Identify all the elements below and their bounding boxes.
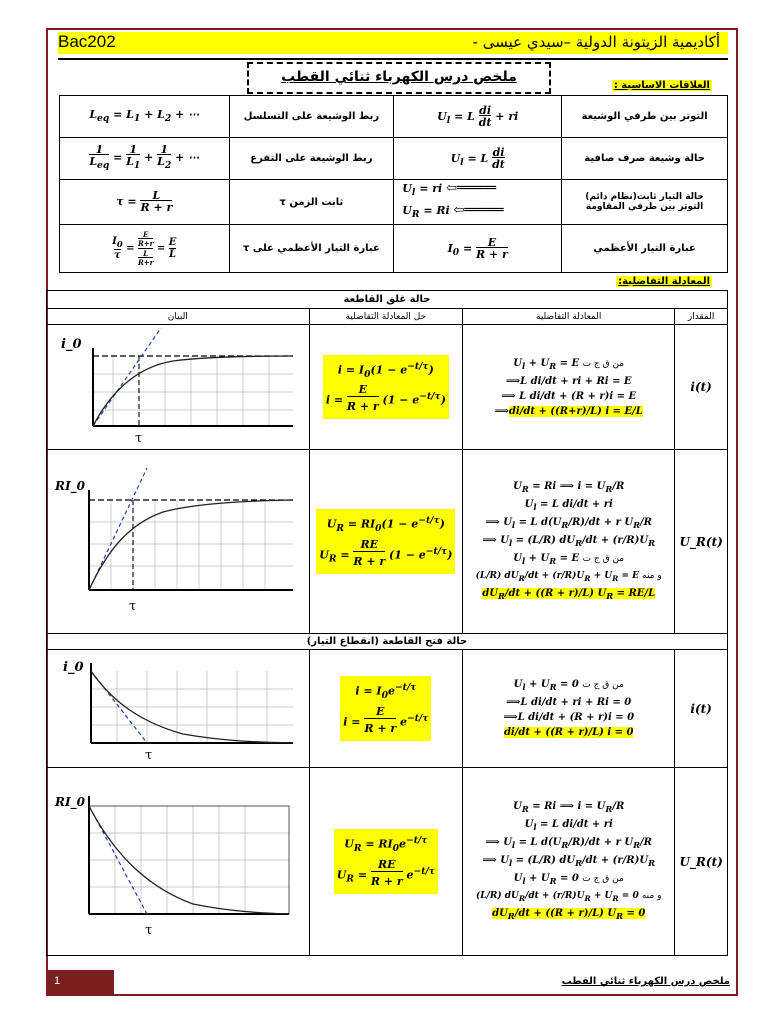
- footer: [46, 968, 738, 996]
- solution-line-2: i = E R + r $(1 - e^{-t/\tau})$: [326, 384, 446, 417]
- graph-voltage-decay: [53, 776, 303, 944]
- basic-label-left-3: عبارة التيار الأعظمي على τ: [229, 225, 394, 273]
- tau-label: τ: [128, 599, 136, 614]
- tau-label: τ: [144, 923, 152, 938]
- grid: [91, 671, 293, 743]
- quantity-cell: i(t): [675, 325, 728, 450]
- grid: [89, 500, 293, 590]
- basic-eq-right-1: $U_l = L$ di dt: [394, 138, 562, 180]
- basic-label-right-0: التوتر بين طرفي الوشيعة: [562, 96, 728, 138]
- eq-line-6: (L/R) $dU_R/dt + (r/R)U_R + U_R = E$ و منه: [475, 571, 662, 583]
- solution-highlight: [340, 676, 431, 741]
- differential-table: [46, 290, 728, 956]
- eq-line-7: $dU_R/dt + ((R + r)/L) U_R = 0$: [492, 907, 646, 921]
- basic-label-left-1: ربط الوشيعة على التفرع: [229, 138, 394, 180]
- grid: [93, 356, 293, 426]
- eq-line-4: ⟹di/dt + ((R+r)/L) i = E/L: [494, 405, 643, 417]
- quantity-cell: U_R(t): [675, 768, 728, 956]
- closing-case-title: حالة غلق القاطعة: [47, 291, 728, 309]
- eq-line-3: ⟹L di/dt + (R + r)i = 0: [503, 712, 635, 723]
- page-title: ملخص درس الكهرباء ثنائي القطب: [281, 69, 517, 85]
- title-box: [247, 62, 551, 94]
- eq-line-1: $U_l + U_R = 0$ من ق ج ت: [513, 679, 624, 692]
- rise-curve: [89, 500, 293, 590]
- tau-label: τ: [134, 430, 142, 446]
- eq-line-1: $U_R = Ri$ ⟹ $i = U_R/R$: [513, 481, 625, 495]
- section-differential: المعادلة التفاضلية:: [618, 276, 710, 287]
- basic-label-right-2: [562, 180, 728, 225]
- graph-cell: [47, 325, 310, 450]
- basic-label-left-2: ثابت الزمن τ: [229, 180, 394, 225]
- eq-line-2: $U_l = L$ di/dt + ri: [524, 819, 613, 833]
- eq-line-6: (L/R) $dU_R/dt + (r/R)U_R + U_R = 0$ و منه: [475, 891, 662, 903]
- eq-line-3: ⟹ L di/dt + (R + r)i = E: [501, 390, 637, 402]
- graph-voltage-rise: [53, 460, 303, 620]
- solution-line-2: $U_R$ = RE R + r $(1 - e^{-t/\tau})$: [319, 539, 452, 572]
- quantity-cell: i(t): [675, 650, 728, 768]
- resistor-voltage-label: التوتر بين طرفي المقاومة: [585, 202, 704, 213]
- graph-cell: [47, 768, 310, 956]
- eq-line-3: ⟹ $U_l = L$ $d(U_R/R)/dt + r$ $U_R/R$: [485, 517, 652, 531]
- eq-line-4: di/dt + ((R + r)/L) i = 0: [503, 727, 634, 738]
- eq-line-3: ⟹ $U_l = L$ $d(U_R/R)/dt + r$ $U_R/R$: [485, 837, 652, 851]
- basic-eq-left-2: τ = L R + r: [60, 180, 230, 225]
- footer-title: ملخص درس الكهرباء ثنائي القطب: [561, 976, 730, 987]
- header-solution: حل المعادلة التفاضلية: [309, 309, 463, 325]
- eq-line-5: $U_l + U_R = E$ من ق ج ت: [513, 553, 625, 567]
- header-institution: أكاديمية الزيتونة الدولية –سيدي عيسى -: [472, 33, 720, 51]
- graph-cell: [47, 650, 310, 768]
- equation-cell: [463, 325, 675, 450]
- eq-line-2: ⟹L di/dt + ri + Ri = 0: [506, 697, 632, 708]
- basic-eq-left-0: $L_{eq} = L_1 + L_2$ + ⋯: [60, 96, 230, 138]
- basic-eq-right-3: $I_0 = E$ R + r: [394, 225, 562, 273]
- basic-eq-right-0: $U_l = L$ di dt + ri: [394, 96, 562, 138]
- solution-cell: [309, 650, 463, 768]
- header-rule: [58, 58, 728, 60]
- header-graph: البيان: [47, 309, 310, 325]
- equation-cell: [463, 768, 675, 956]
- solution-highlight: [334, 829, 438, 894]
- basic-label-right-3: عبارة التيار الأعظمي: [562, 225, 728, 273]
- basic-label-right-1: حالة وشيعة صرف صافية: [562, 138, 728, 180]
- steady-state-label: حالة التيار ثابت(نظام دائم): [585, 192, 704, 203]
- header-equation: المعادلة التفاضلية: [463, 309, 675, 325]
- basic-eq-left-3: $I_0$ τ = E R+r L R+r = E L: [60, 225, 230, 273]
- graph-y-label: i_0: [60, 336, 82, 352]
- solution-line-1: $U_R = RI_0e^{-t/\tau}$: [344, 835, 428, 854]
- graph-y-label: RI_0: [54, 479, 85, 493]
- graph-current-decay: [53, 651, 303, 763]
- solution-cell: [309, 768, 463, 956]
- basic-label-left-0: ربط الوشيعة على التسلسل: [229, 96, 394, 138]
- page-number: 1: [48, 970, 114, 994]
- solution-highlight: [323, 355, 449, 420]
- header-code: Bac202: [58, 32, 116, 51]
- grid: [89, 806, 289, 914]
- eq-line-4: ⟹ $U_l = (L/R) dU_R/dt + (r/R)U_R$: [482, 855, 655, 869]
- eq-line-7: $dU_R/dt + ((R + r)/L) U_R = RE/L$: [482, 587, 656, 601]
- equation-cell: [463, 450, 675, 634]
- eq-line-2: $U_l = L$ di/dt + ri: [524, 499, 613, 513]
- section-basic-relations: العلاقات الاساسية :: [613, 80, 710, 91]
- equation-cell: [463, 650, 675, 768]
- header-bar: [58, 32, 728, 54]
- graph-y-label: RI_0: [54, 795, 85, 809]
- tau-label: τ: [144, 748, 152, 763]
- basic-eq-left-1: 1 $L_{eq} = 1$ $L_1 + 1$ $L_2$ + ⋯: [60, 138, 230, 180]
- solution-line-2: $U_R$ = RE R + r $e^{-t/\tau}$: [337, 859, 435, 892]
- solution-line-1: $i = I_0e^{-t/\tau}$: [355, 682, 417, 701]
- rise-curve: [93, 356, 293, 426]
- eq-line-5: $U_l + U_R = 0$ من ق ج ت: [513, 873, 624, 887]
- graph-cell: [47, 450, 310, 634]
- solution-cell: [309, 450, 463, 634]
- solution-cell: [309, 325, 463, 450]
- basic-eq-right-2: $U_l$ = ri ⇦═════ $U_R = Ri$ ⇦═════: [394, 180, 562, 225]
- opening-case-title: حالة فتح القاطعة (انقطاع التيار): [47, 634, 728, 650]
- eq-line-4: ⟹ $U_l = (L/R) dU_R/dt + (r/R)U_R$: [482, 535, 655, 549]
- solution-line-1: $i = I_0(1 - e^{-t/\tau})$: [337, 360, 434, 380]
- basic-relations-table: [59, 95, 728, 273]
- quantity-cell: U_R(t): [675, 450, 728, 634]
- eq-line-1: $U_R = Ri$ ⟹ $i = U_R/R$: [513, 801, 625, 815]
- eq-line-1: $U_l + U_R = E$ من ق ج ت: [513, 357, 625, 371]
- graph-y-label: i_0: [62, 660, 84, 675]
- solution-line-2: i = E R + r $e^{-t/\tau}$: [343, 706, 428, 739]
- header-quantity: المقدار: [675, 309, 728, 325]
- solution-highlight: [316, 509, 455, 574]
- tangent-line: [93, 328, 161, 426]
- graph-current-rise: [53, 326, 303, 446]
- eq-line-2: ⟹L di/dt + ri + Ri = E: [505, 375, 632, 387]
- solution-line-1: $U_R = RI_0(1 - e^{-t/\tau})$: [326, 515, 445, 534]
